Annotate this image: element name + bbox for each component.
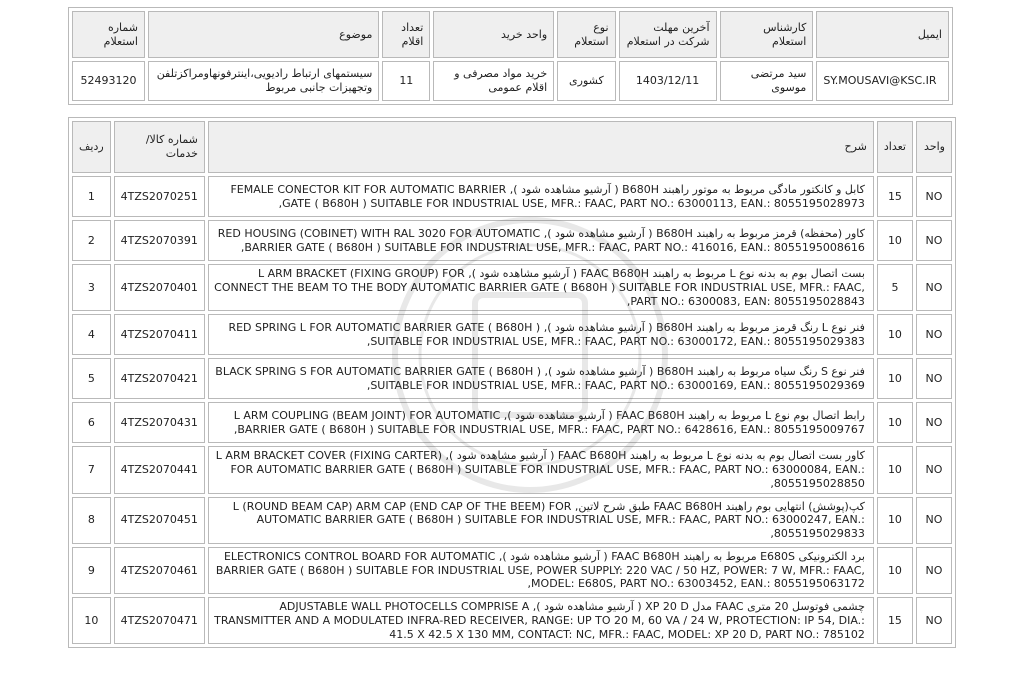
item-description: فنر نوع L رنگ قرمز مربوط به راهبند B680H ( آرشیو مشاهده شود ), RED SPRING L FOR AUTOMATIC BARRIER GATE ( B680H ) SUITABLE FOR INDUSTRIAL USE, MFR.: FAAC, PART NO.: 63000172, EAN.: 8055195029383, [208,314,874,355]
item-unit: NO [916,314,952,355]
row-number: 2 [72,220,111,261]
item-code: 4TZS2070251 [114,176,205,217]
inquiry-type: کشوری [557,61,615,101]
inquiry-number: 52493120 [72,61,145,101]
row-number: 1 [72,176,111,217]
col-inquiry-number: شماره استعلام [72,11,145,58]
item-quantity: 15 [877,597,913,644]
col-purchase-unit: واحد خرید [433,11,554,58]
row-number: 4 [72,314,111,355]
table-row [72,220,952,261]
table-row [72,597,952,644]
item-quantity: 5 [877,264,913,311]
item-unit: NO [916,497,952,544]
item-count: 11 [382,61,430,101]
table-row [72,264,952,311]
item-quantity: 10 [877,446,913,493]
table-row [72,314,952,355]
items-header-row [72,121,952,173]
row-number: 6 [72,402,111,443]
row-number: 7 [72,446,111,493]
item-code: 4TZS2070451 [114,497,205,544]
expert-email: SY.MOUSAVI@KSC.IR [816,61,949,101]
table-row [72,402,952,443]
item-unit: NO [916,358,952,399]
col-deadline: آخرین مهلت شرکت در استعلام [619,11,717,58]
item-unit: NO [916,597,952,644]
item-code: 4TZS2070461 [114,547,205,594]
item-unit: NO [916,176,952,217]
item-quantity: 10 [877,314,913,355]
item-code: 4TZS2070411 [114,314,205,355]
item-code: 4TZS2070391 [114,220,205,261]
items-body [72,176,952,644]
col-unit: واحد [916,121,952,173]
col-description: شرح [208,121,874,173]
item-quantity: 10 [877,220,913,261]
item-unit: NO [916,547,952,594]
deadline: 1403/12/11 [619,61,717,101]
table-row [72,547,952,594]
col-subject: موضوع [148,11,379,58]
item-description: کاور (محفظه) قرمز مربوط به راهبند B680H ( آرشیو مشاهده شود ), RED HOUSING (COBINET) WITH RAL 3020 FOR AUTOMATIC BARRIER GATE ( B680H ) SUITABLE FOR INDUSTRIAL USE, MFR.: FAAC, PART NO.: 416016, EAN.: 8055195008616, [208,220,874,261]
item-unit: NO [916,264,952,311]
purchase-unit: خرید مواد مصرفی و اقلام عمومی [433,61,554,101]
item-code: 4TZS2070471 [114,597,205,644]
item-quantity: 10 [877,402,913,443]
item-code: 4TZS2070431 [114,402,205,443]
item-unit: NO [916,402,952,443]
item-description: کپ(پوشش) انتهایی بوم راهبند FAAC B680H طبق شرح لاتین, L (ROUND BEAM CAP) ARM CAP (END CAP OF THE BEEM) FOR AUTOMATIC BARRIER GATE ( B680H ) SUITABLE FOR INDUSTRIAL USE, MFR.: FAAC, PART NO.: 63000247, EAN.: 8055195029833, [208,497,874,544]
item-unit: NO [916,446,952,493]
item-quantity: 10 [877,497,913,544]
col-inquiry-type: نوع استعلام [557,11,615,58]
col-quantity: تعداد [877,121,913,173]
row-number: 9 [72,547,111,594]
item-quantity: 15 [877,176,913,217]
summary-data-row [72,61,949,101]
row-number: 3 [72,264,111,311]
col-item-code: شماره کالا/خدمات [114,121,205,173]
items-table [68,117,956,648]
table-row [72,176,952,217]
item-description: کاور بست اتصال بوم به بدنه نوع L مربوط به راهبند FAAC B680H ( آرشیو مشاهده شود ), L ARM BRACKET COVER (FIXING CARTER) FOR AUTOMATIC BARRIER GATE ( B680H ) SUITABLE FOR INDUSTRIAL USE, MFR.: FAAC, PART NO.: 63000084, EAN.: 8055195028850, [208,446,874,493]
col-item-count: تعداد اقلام [382,11,430,58]
item-description: چشمی فوتوسل 20 متری FAAC مدل XP 20 D ( آرشیو مشاهده شود ), ADJUSTABLE WALL PHOTOCELLS COMPRISE A TRANSMITTER AND A MODULATED INFRA-RED RECEIVER, RANGE: UP TO 20 M, 60 VA / 24 W, PROTECTION: IP 54, DIA.: 41.5 X 42.5 X 130 MM, CONTACT: NC, MFR.: FAAC, MODEL: XP 20 D, PART NO.: 785102 [208,597,874,644]
col-row-number: ردیف [72,121,111,173]
col-expert: کارشناس استعلام [720,11,814,58]
item-quantity: 10 [877,547,913,594]
item-unit: NO [916,220,952,261]
inquiry-subject: سیستمهای ارتباط رادیویی،اینترفونهاومراکزتلفن وتجهیزات جانبی مربوط [148,61,379,101]
expert-name: سید مرتضی موسوی [720,61,814,101]
item-code: 4TZS2070421 [114,358,205,399]
col-email: ایمیل [816,11,949,58]
item-code: 4TZS2070441 [114,446,205,493]
row-number: 10 [72,597,111,644]
item-description: کابل و کانکتور مادگی مربوط به موتور راهبند B680H ( آرشیو مشاهده شود ), FEMALE CONECTOR KIT FOR AUTOMATIC BARRIER GATE ( B680H ) SUITABLE FOR INDUSTRIAL USE, MFR.: FAAC, PART NO.: 63000113, EAN.: 8055195028973, [208,176,874,217]
row-number: 8 [72,497,111,544]
table-row [72,358,952,399]
table-row [72,446,952,493]
item-code: 4TZS2070401 [114,264,205,311]
item-description: رابط اتصال بوم نوع L مربوط به راهبند FAAC B680H ( آرشیو مشاهده شود ), L ARM COUPLING (BEAM JOINT) FOR AUTOMATIC BARRIER GATE ( B680H ) SUITABLE FOR INDUSTRIAL USE, MFR.: FAAC, PART NO.: 6428616, EAN.: 8055195009767, [208,402,874,443]
item-description: برد الکترونیکی E680S مربوط به راهبند FAAC B680H ( آرشیو مشاهده شود ), ELECTRONICS CONTROL BOARD FOR AUTOMATIC BARRIER GATE ( B680H ) SUITABLE FOR INDUSTRIAL USE, POWER SUPPLY: 220 VAC / 50 HZ, POWER: 7 W, MFR.: FAAC, MODEL: E680S, PART NO.: 63003452, EAN.: 8055195063172, [208,547,874,594]
item-quantity: 10 [877,358,913,399]
item-description: فنر نوع S رنگ سیاه مربوط به راهبند B680H ( آرشیو مشاهده شود ), BLACK SPRING S FOR AUTOMATIC BARRIER GATE ( B680H ) SUITABLE FOR INDUSTRIAL USE, MFR.: FAAC, PART NO.: 63000169, EAN.: 8055195029369, [208,358,874,399]
item-description: بست اتصال بوم به بدنه نوع L مربوط به راهبند FAAC B680H ( آرشیو مشاهده شود ), L ARM BRACKET (FIXING GROUP) FOR CONNECT THE BEAM TO THE BODY AUTOMATIC BARRIER GATE ( B680H ) SUITABLE FOR INDUSTRIAL USE, MFR.: FAAC, PART NO.: 6300083, EAN: 8055195028843, [208,264,874,311]
inquiry-summary-table [68,7,953,105]
summary-header-row [72,11,949,58]
row-number: 5 [72,358,111,399]
table-row [72,497,952,544]
